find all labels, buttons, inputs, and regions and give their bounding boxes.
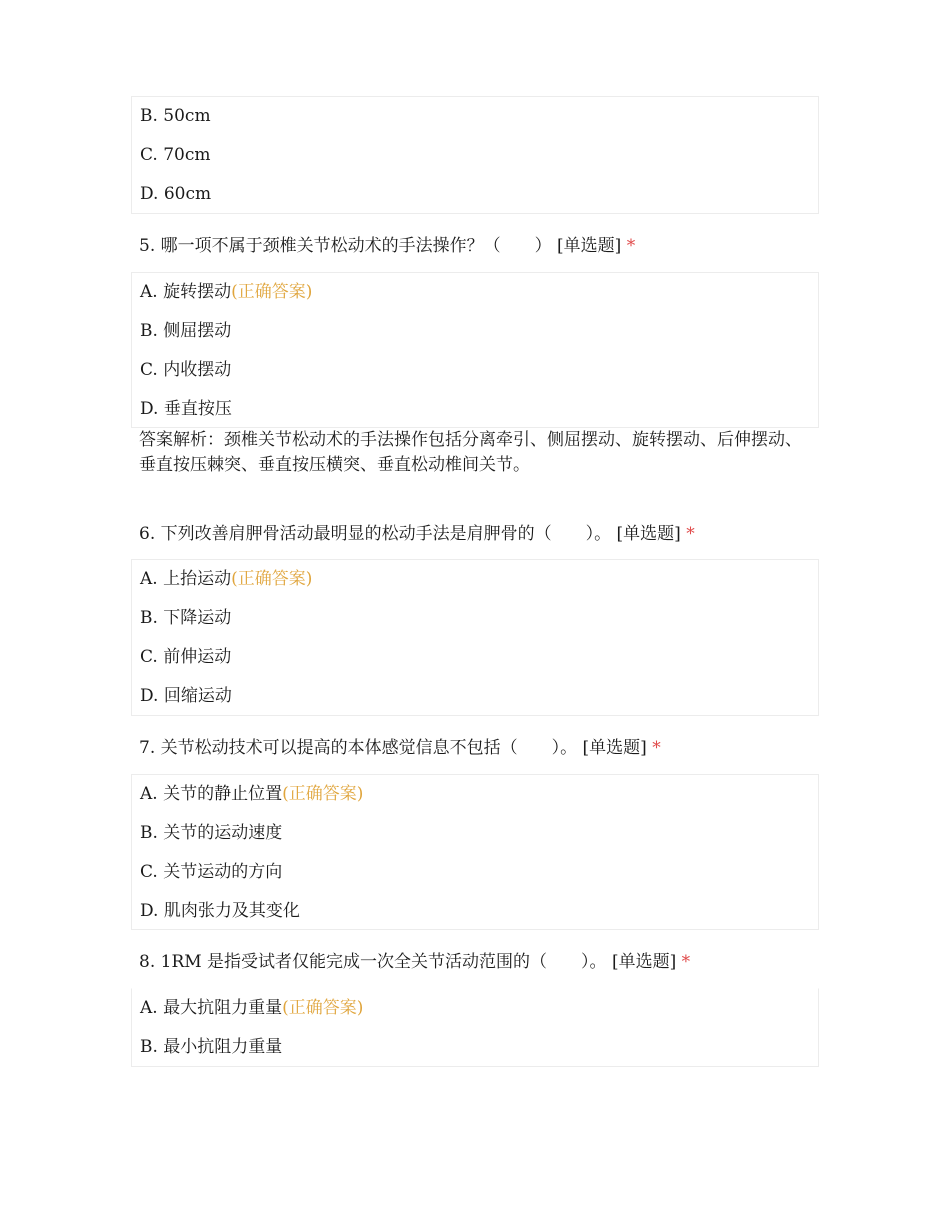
option-6d: D. 回缩运动 xyxy=(140,686,232,706)
option-4b: B. 50cm xyxy=(140,106,211,126)
option-5a xyxy=(140,273,810,312)
option-7b: B. 关节的运动速度 xyxy=(140,823,283,843)
option-label: A. 上抬运动 xyxy=(140,569,232,589)
question-8-options xyxy=(131,988,819,1067)
question-8-text: 8. 1RM 是指受试者仅能完成一次全关节活动范围的（ ）。 [单选题] xyxy=(139,952,677,972)
option-7a xyxy=(140,775,810,814)
correct-answer-tag: (正确答案) xyxy=(282,998,364,1018)
question-5-text: 5. 哪一项不属于颈椎关节松动术的手法操作？（ ） [单选题] xyxy=(139,236,622,256)
question-6-options xyxy=(131,559,819,716)
quiz-page xyxy=(131,96,819,1067)
question-4-options xyxy=(131,96,819,214)
question-7-title xyxy=(131,736,819,760)
question-6-title xyxy=(131,522,819,546)
question-7-text: 7. 关节松动技术可以提高的本体感觉信息不包括（ ）。 [单选题] xyxy=(139,738,647,758)
required-star: * xyxy=(626,236,636,256)
option-6c: C. 前伸运动 xyxy=(140,647,232,667)
option-5d: D. 垂直按压 xyxy=(140,399,232,419)
question-5-title xyxy=(131,234,819,258)
option-7c: C. 关节运动的方向 xyxy=(140,862,283,882)
required-star: * xyxy=(681,952,691,972)
option-5c: C. 内收摆动 xyxy=(140,360,232,380)
question-8-title xyxy=(131,950,819,974)
option-8a xyxy=(140,989,810,1028)
correct-answer-tag: (正确答案) xyxy=(282,784,364,804)
correct-answer-tag: (正确答案) xyxy=(231,569,313,589)
correct-answer-tag: (正确答案) xyxy=(231,282,313,302)
option-4d: D. 60cm xyxy=(140,184,212,204)
required-star: * xyxy=(652,738,661,758)
option-5b: B. 侧屈摆动 xyxy=(140,321,232,341)
question-6-text: 6. 下列改善肩胛骨活动最明显的松动手法是肩胛骨的（ ）。 [单选题] xyxy=(139,524,681,544)
option-4c: C. 70cm xyxy=(140,145,211,165)
option-7d: D. 肌肉张力及其变化 xyxy=(140,901,300,921)
option-label: A. 关节的静止位置 xyxy=(140,784,283,804)
question-5-options xyxy=(131,272,819,428)
option-6a xyxy=(140,560,810,599)
required-star: * xyxy=(686,524,695,544)
option-label: A. 旋转摆动 xyxy=(140,282,232,302)
answer-analysis: 答案解析：颈椎关节松动术的手法操作包括分离牵引、侧屈摆动、旋转摆动、后伸摆动、垂直按压棘突、垂直按压横突、垂直松动椎间关节。 xyxy=(139,430,802,475)
option-8b: B. 最小抗阻力重量 xyxy=(140,1037,283,1057)
option-label: A. 最大抗阻力重量 xyxy=(140,998,283,1018)
option-6b: B. 下降运动 xyxy=(140,608,232,628)
question-7-options xyxy=(131,774,819,930)
